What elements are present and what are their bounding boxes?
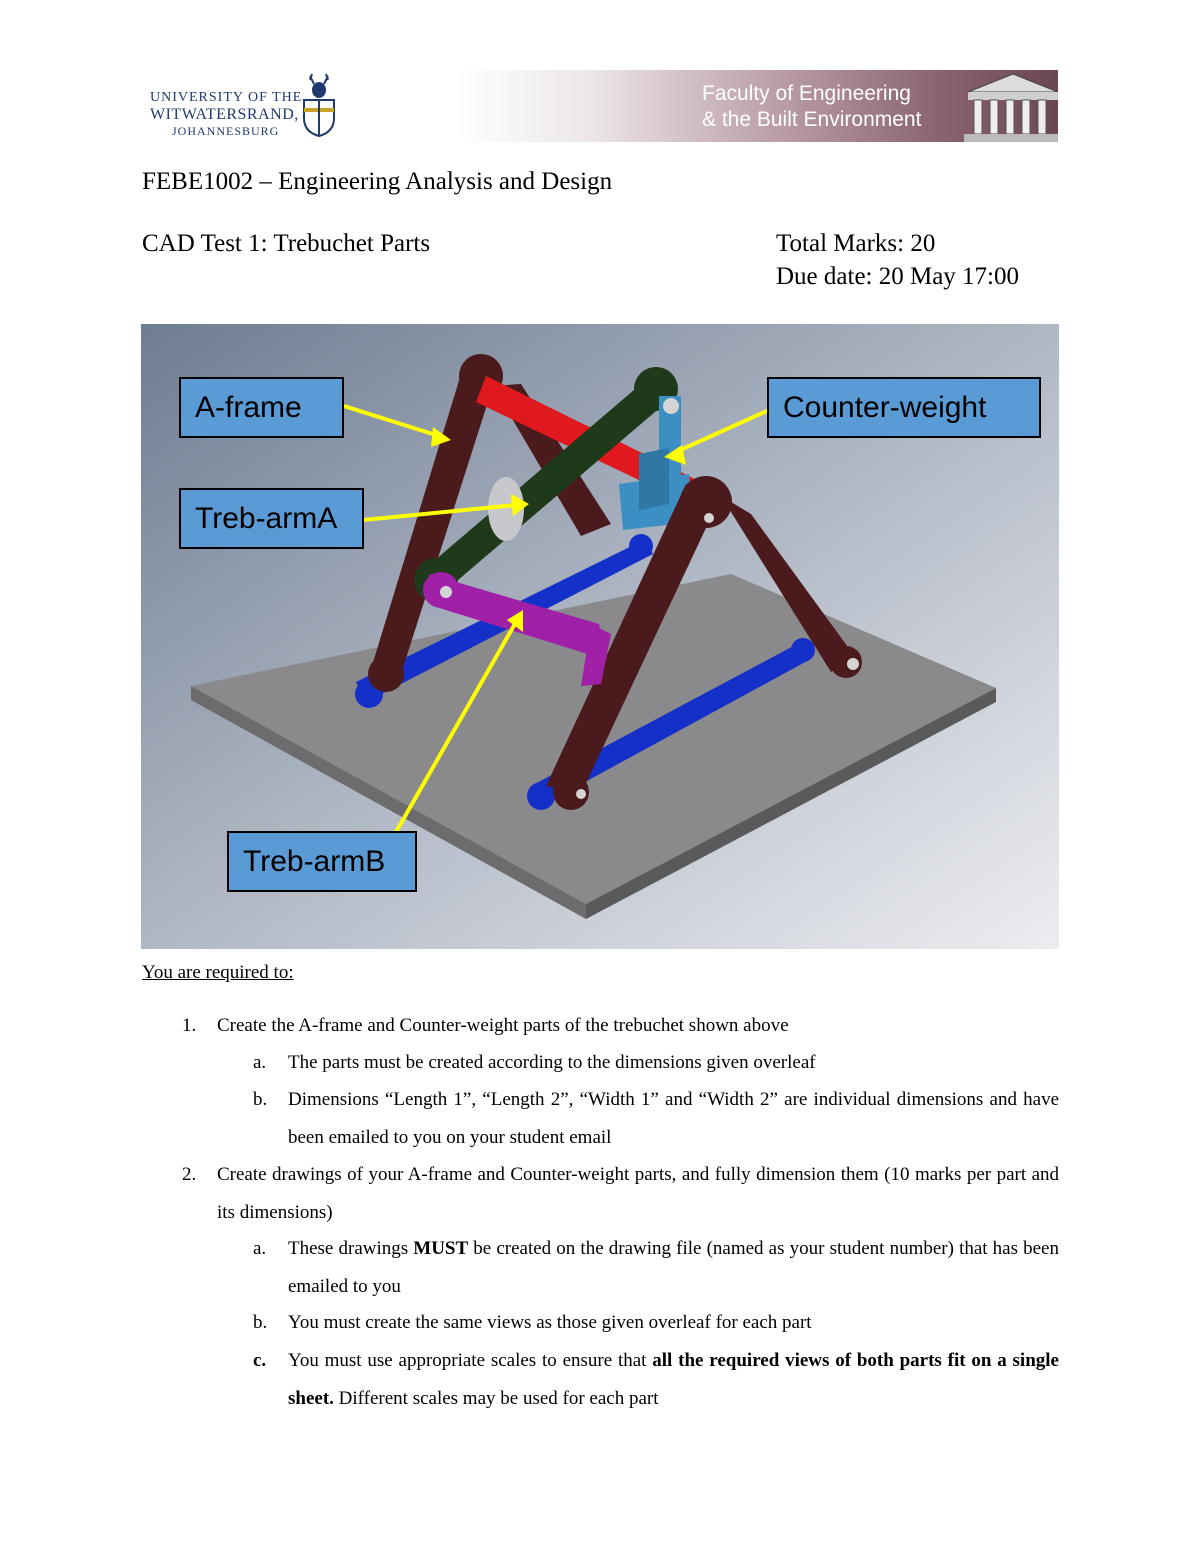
faculty-name-line1: Faculty of Engineering [702,82,911,105]
item-1b-text: Dimensions “Length 1”, “Length 2”, “Width 1” and “Width 2” are individual dimensions and have been emailed to you on your student email [288,1089,1059,1148]
university-logo [150,72,340,142]
item-2-text: Create drawings of your A-frame and Counter-weight parts, and fully dimension them (10 marks per part and its dimensions) [217,1164,1059,1223]
requirements-heading: You are required to: [142,962,294,983]
label-treb-arm-b: Treb-armB [227,831,417,892]
label-a-frame: A-frame [179,377,344,438]
item-1a-label: a. [253,1052,267,1073]
building-icon [958,70,1058,142]
test-title: CAD Test 1: Trebuchet Parts [142,230,431,257]
course-title: FEBE1002 – Engineering Analysis and Design [142,168,613,195]
item-2a-text: These drawings MUST be created on the drawing file (named as your student number) that has been emailed to you [288,1238,1059,1297]
item-1-text: Create the A-frame and Counter-weight parts of the trebuchet shown above [217,1015,789,1036]
item-2-number: 2. [182,1164,197,1185]
item-1a-text: The parts must be created according to the dimensions given overleaf [288,1052,816,1073]
item-2c-text: You must use appropriate scales to ensure that all the required views of both parts fit on a single sheet. Different scales may be used for each part [288,1350,1059,1409]
item-1-number: 1. [182,1015,197,1036]
faculty-name-line2: & the Built Environment [702,108,922,131]
university-crest-icon [300,72,338,138]
university-name-line3: JOHANNESBURG [172,124,280,138]
item-2c-label: c. [253,1350,267,1371]
item-2a-label: a. [253,1238,267,1259]
faculty-banner [458,70,1058,142]
university-name-line2: WITWATERSRAND, [150,106,299,123]
total-marks: Total Marks: 20 [776,230,936,257]
trebuchet-figure [141,324,1059,949]
label-treb-arm-a: Treb-armA [179,488,364,549]
label-counter-weight: Counter-weight [767,377,1041,438]
due-date: Due date: 20 May 17:00 [776,263,1020,290]
item-2b-label: b. [253,1312,268,1333]
item-2b-text: You must create the same views as those given overleaf for each part [288,1312,812,1333]
university-name-line1: UNIVERSITY OF THE [150,90,303,105]
item-1b-label: b. [253,1089,268,1110]
